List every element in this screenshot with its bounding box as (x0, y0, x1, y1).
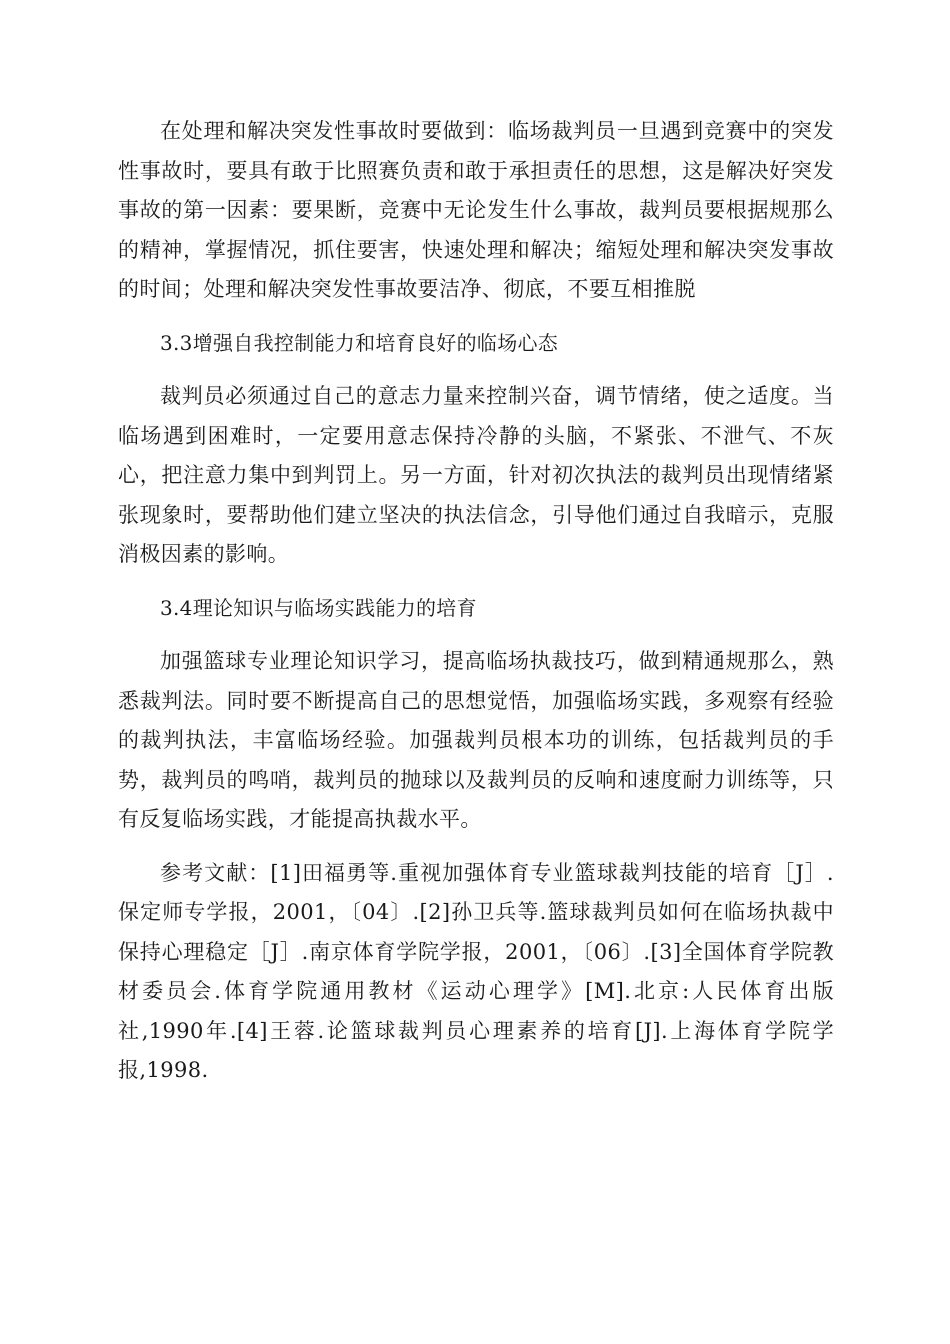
section-heading-3-4: 3.4理论知识与临场实践能力的培育 (160, 595, 477, 620)
paragraph-emergency-handling: 在处理和解决突发性事故时要做到：临场裁判员一旦遇到竞赛中的突发性事故时，要具有敢于比照赛负责和敢于承担责任的思想，这是解决好突发事故的第一因素：要果断，竞赛中无论发生什么事故，裁判员要根据规那么的精神，掌握情况，抓住要害，快速处理和解决；缩短处理和解决突发事故的时间；处理和解决突发性事故要洁净、彻底，不要互相推脱 (118, 119, 834, 301)
references: 参考文献：[1]田福勇等.重视加强体育专业篮球裁判技能的培育［J］.保定师专学报，2001，〔04〕.[2]孙卫兵等.篮球裁判员如何在临场执裁中保持心理稳定［J］.南京体育学院学报，2001，〔06〕.[3]全国体育学院教材委员会.体育学院通用教材《运动心理学》[M].北京:人民体育出版社,1990年.[4]王蓉.论篮球裁判员心理素养的培育[J].上海体育学院学报,1998. (118, 860, 834, 1082)
paragraph-theory-practice: 加强篮球专业理论知识学习，提高临场执裁技巧，做到精通规那么，熟悉裁判法。同时要不断提高自己的思想觉悟，加强临场实践，多观察有经验的裁判执法，丰富临场经验。加强裁判员根本功的训练，包括裁判员的手势，裁判员的鸣哨，裁判员的抛球以及裁判员的反响和速度耐力训练等，只有反复临场实践，才能提高执裁水平。 (118, 649, 834, 831)
section-heading-3-3: 3.3增强自我控制能力和培育良好的临场心态 (160, 330, 559, 355)
document-page (118, 112, 834, 1091)
paragraph-self-control: 裁判员必须通过自己的意志力量来控制兴奋，调节情绪，使之适度。当临场遇到困难时，一定要用意志保持冷静的头脑，不紧张、不泄气、不灰心，把注意力集中到判罚上。另一方面，针对初次执法的裁判员出现情绪紧张现象时，要帮助他们建立坚决的执法信念，引导他们通过自我暗示，克服消极因素的影响。 (118, 384, 834, 566)
